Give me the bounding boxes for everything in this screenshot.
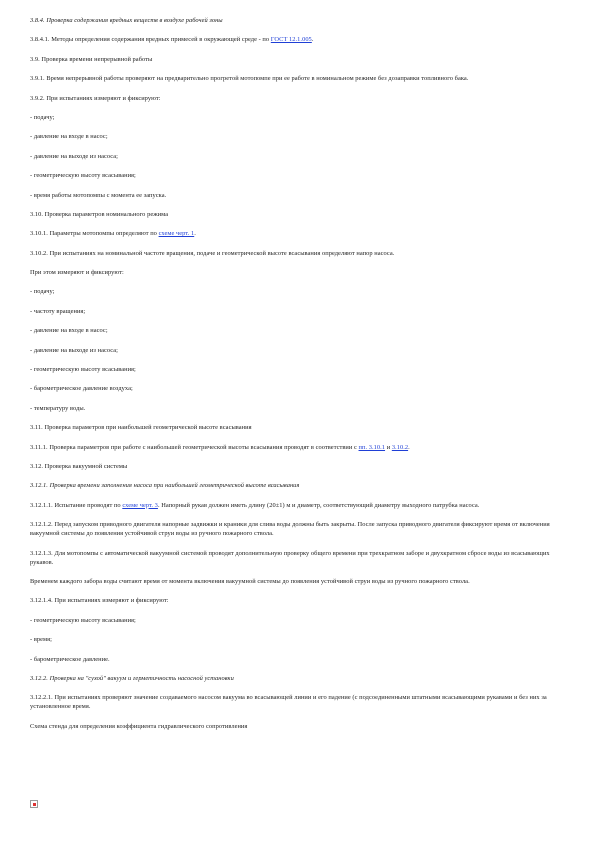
paragraph-text: - давление на входе в насос; [30,327,108,335]
reference-link[interactable]: пп. 3.10.1 [358,443,386,451]
paragraph [30,94,570,103]
paragraph-text: 3.12.2. Проверка на "сухой" вакуум и герметичность насосной установки [30,674,234,682]
paragraph [30,346,570,355]
paragraph-text: 3.12.1.4. При испытаниях измеряют и фиксируют: [30,597,169,605]
document-body [30,16,570,741]
paragraph [30,722,570,731]
paragraph [30,423,570,432]
paragraph-text: - геометрическую высоту всасывания; [30,172,136,180]
paragraph [30,249,570,258]
paragraph [30,16,570,25]
paragraph-text: - подачу; [30,288,55,296]
paragraph-text: 3.12.1.2. Перед запуском приводного двигателя напорные задвижки и краники для слива воды должны быть закрыты. После запуска приводного двигателя фиксируют время от включения вакуумной системы до появления устойчивой струи воды из ручного пожарного ствола. [30,521,550,538]
paragraph-text: - давление на выходе из насоса; [30,346,118,354]
reference-link[interactable]: схеме черт. 3 [122,501,158,509]
paragraph [30,229,570,238]
paragraph-text: - барометрическое давление воздуха; [30,385,133,393]
paragraph-text: 3.9. Проверка времени непрерывной работы [30,55,153,63]
paragraph [30,549,570,567]
paragraph [30,152,570,161]
paragraph-text: 3.9.2. При испытаниях измеряют и фиксируют: [30,94,161,102]
paragraph [30,35,570,44]
paragraph [30,520,570,538]
paragraph [30,596,570,605]
paragraph-text: 3.12.1.1. Испытание проводят по [30,501,123,509]
paragraph-text: - геометрическую высоту всасывания; [30,366,136,374]
paragraph [30,55,570,64]
paragraph [30,326,570,335]
paragraph [30,210,570,219]
paragraph-text: 3.10.1. Параметры мотопомпы определяют по [30,230,159,238]
paragraph-text: . Напорный рукав должен иметь длину (20±1) м и диаметр, соответствующий диаметру выходного патрубка насоса. [157,501,480,509]
paragraph-text: . [311,36,314,44]
paragraph [30,384,570,393]
paragraph-text: 3.9.1. Время непрерывной работы проверяют на предварительно прогретой мотопомпе при ее работе в номинальном режиме без дозаправки топливного бака. [30,75,469,83]
paragraph-text: 3.11.1. Проверка параметров при работе с наибольшей геометрической высоты всасывания проводят в соответствии с [30,443,359,451]
paragraph [30,616,570,625]
paragraph-text: - барометрическое давление. [30,655,110,663]
paragraph [30,501,570,510]
paragraph-text: Временем каждого забора воды считают время от момента включения вакуумной системы до появления устойчивой струи воды из ручного пожарного ствола. [30,577,470,585]
paragraph-text: При этом измеряют и фиксируют: [30,269,124,277]
reference-link[interactable]: схеме черт. 1 [158,230,195,238]
paragraph-text: 3.8.4.1. Методы определения содержания вредных примесей в окружающей среде - по [30,36,271,44]
paragraph-text: 3.12. Проверка вакуумной системы [30,462,128,470]
paragraph-text: . [408,443,410,451]
paragraph [30,132,570,141]
paragraph-text: - температуру воды. [30,404,86,412]
paragraph-text: и [385,443,392,451]
paragraph [30,113,570,122]
paragraph-text: - давление на выходе из насоса; [30,152,118,160]
paragraph [30,443,570,452]
paragraph-text: 3.12.1.3. Для мотопомпы с автоматической вакуумной системой проводят дополнительную проверку общего времени при трехкратном заборе и двухкратном сбросе воды из всасывающих рукавов. [30,549,550,566]
reference-link[interactable]: 3.10.2 [391,443,409,451]
paragraph [30,365,570,374]
paragraph [30,307,570,316]
paragraph-text: Схема стенда для определения коэффициента гидравлического сопротивления [30,722,248,730]
paragraph [30,404,570,413]
paragraph-text: - геометрическую высоту всасывания; [30,616,136,624]
paragraph-text: 3.10. Проверка параметров номинального режима [30,210,169,218]
paragraph [30,577,570,586]
paragraph-text: 3.10.2. При испытаниях на номинальной частоте вращения, подаче и геометрической высоте всасывания определяют напор насоса. [30,249,395,257]
paragraph [30,635,570,644]
paragraph [30,481,570,490]
paragraph [30,287,570,296]
paragraph [30,268,570,277]
paragraph-text: 3.12.2.1. При испытаниях проверяют значение создаваемого насосом вакуума во всасывающей линии и его падение (с подсоединенными штатными всасывающими рукавами и без них за установленное время. [30,694,547,711]
paragraph-text: - частоту вращения; [30,307,86,315]
paragraph [30,191,570,200]
paragraph-text: 3.11. Проверка параметров при наибольшей геометрической высоте всасывания [30,424,252,432]
paragraph [30,655,570,664]
paragraph [30,693,570,711]
paragraph-text: - давление на входе в насос; [30,133,108,141]
paragraph [30,171,570,180]
paragraph-text: 3.12.1. Проверка времени заполнения насоса при наибольшей геометрической высоте всасывания [30,482,300,490]
reference-link[interactable]: ГОСТ 12.1.005 [270,36,312,44]
paragraph [30,74,570,83]
broken-image-icon [30,800,38,808]
paragraph [30,462,570,471]
paragraph-text: - время; [30,636,52,644]
paragraph-text: . [194,230,196,238]
paragraph-text: - время работы мотопомпы с момента ее запуска. [30,191,167,199]
paragraph [30,674,570,683]
paragraph-text: 3.8.4. Проверка содержания вредных веществ в воздухе рабочей зоны [30,17,223,24]
paragraph-text: - подачу; [30,113,55,121]
